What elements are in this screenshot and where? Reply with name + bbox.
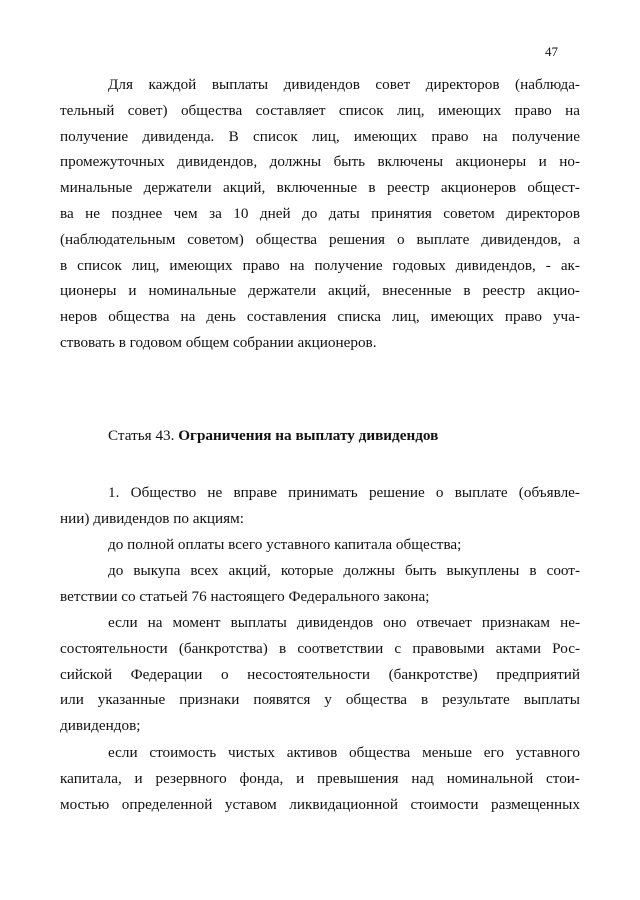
text-line: состоятельности (банкротства) в соответствии с правовыми актами Рос- [60, 639, 580, 657]
text-line: если на момент выплаты дивидендов оно отвечает признакам не- [108, 614, 580, 631]
paragraph-restriction-buyback [60, 558, 580, 610]
article-title: Ограничения на выплату дивидендов [178, 427, 439, 444]
paragraph-restriction-intro [60, 480, 580, 532]
article-heading [108, 427, 438, 445]
text-line: получение дивиденда. В список лиц, имеющих право на получение [60, 127, 580, 145]
page-number: 47 [545, 44, 558, 59]
text-line: минальные держатели акций, включенные в реестр акционеров общест- [60, 179, 580, 197]
text-line: сийской Федерации о несостоятельности (банкротстве) предприятий [60, 665, 580, 683]
text-line: мостью определенной уставом ликвидационной стоимости размещенных [60, 795, 580, 813]
paragraph-restriction-capital [60, 532, 580, 558]
text-line: неров общества на день составления списка лиц, имеющих право уча- [60, 308, 580, 326]
text-line: если стоимость чистых активов общества меньше его уставного [108, 744, 580, 761]
text-line: дивидендов; [60, 717, 141, 735]
text-line: тельный совет) общества составляет список лиц, имеющих право на [60, 101, 580, 119]
text-line: (наблюдательным советом) общества решения о выплате дивидендов, а [60, 230, 580, 248]
text-line: или указанные признаки появятся у общества в результате выплаты [60, 691, 580, 709]
text-line: ветствии со статьей 76 настоящего Федерального закона; [60, 587, 430, 605]
text-line: Для каждой выплаты дивидендов совет директоров (наблюда- [108, 76, 580, 93]
text-line: 1. Общество не вправе принимать решение о выплате (объявле- [108, 484, 580, 501]
text-line: ствовать в годовом общем собрании акционеров. [60, 333, 377, 351]
text-line: нии) дивидендов по акциям: [60, 509, 244, 527]
paragraph-dividend-list [60, 72, 580, 356]
article-number: Статья 43. [108, 427, 179, 444]
text-line: в список лиц, имеющих право на получение годовых дивидендов, - ак- [60, 256, 580, 274]
text-line: промежуточных дивидендов, должны быть включены акционеры и но- [60, 153, 580, 171]
text-line: до выкупа всех акций, которые должны быть выкуплены в соот- [108, 562, 580, 579]
paragraph-restriction-insolvency [60, 610, 580, 739]
text-line: капитала, и резервного фонда, и превышения над номинальной стои- [60, 769, 580, 787]
text-line: ционеры и номинальные держатели акций, внесенные в реестр акцио- [60, 282, 580, 300]
text-line: ва не позднее чем за 10 дней до даты принятия советом директоров [60, 204, 580, 222]
paragraph-restriction-net-assets [60, 740, 580, 817]
text-line: до полной оплаты всего уставного капитала общества; [108, 536, 462, 553]
